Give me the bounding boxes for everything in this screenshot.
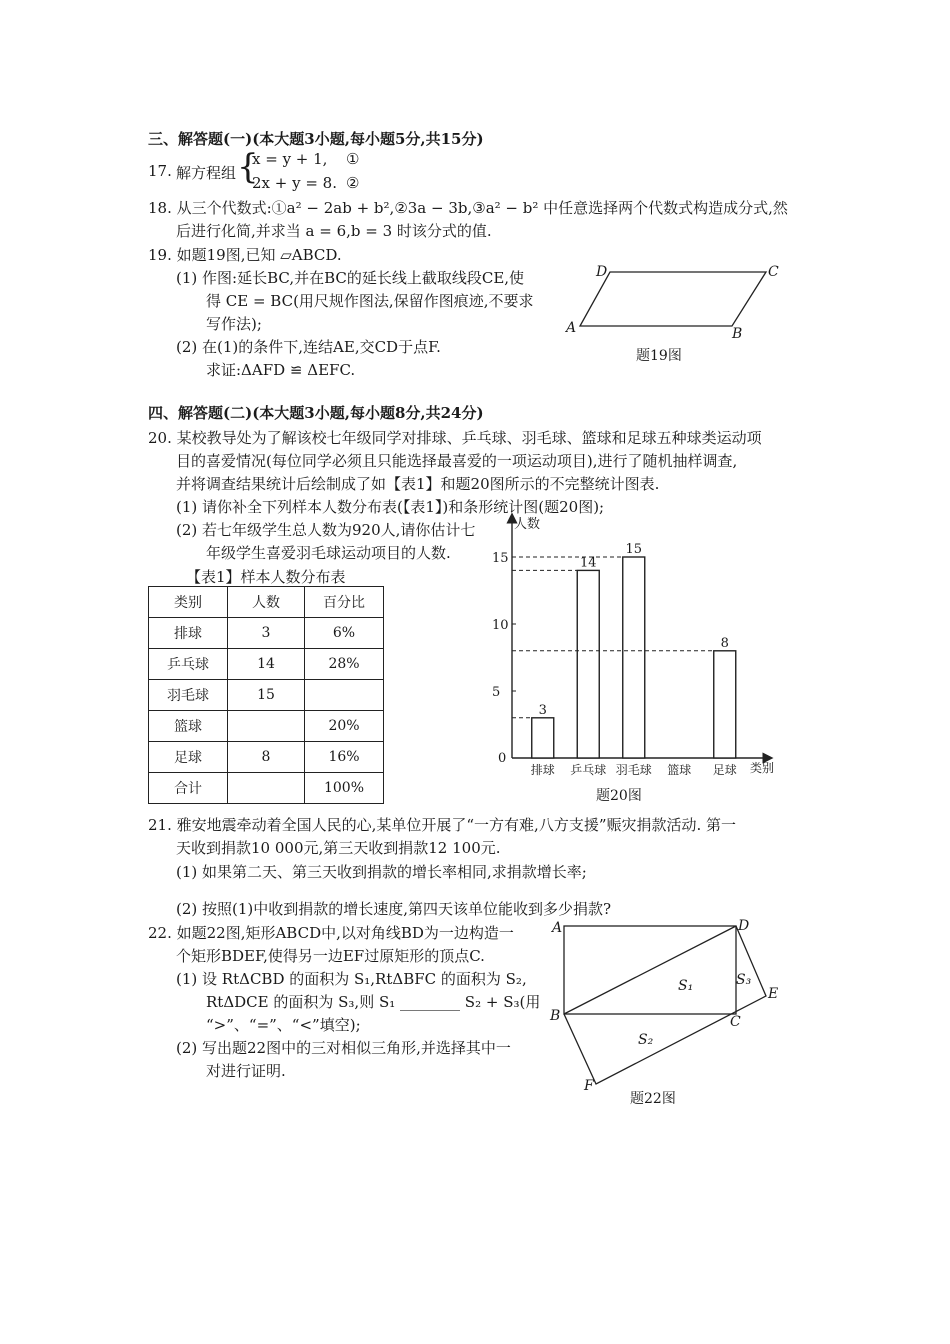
parallelogram-abcd (580, 272, 766, 326)
label-S3: S₃ (736, 972, 752, 988)
table-cell: 排球 (149, 618, 228, 649)
table-header-cell: 类别 (149, 587, 228, 618)
q19-part1-line-3: 写作法); (206, 315, 262, 333)
q21-line-1: 21. 雅安地震牵动着全国人民的心,某单位开展了“一方有难,八方支援”赈灾捐款活动. 第一 (148, 816, 737, 834)
label-A: A (552, 920, 563, 936)
bar-data-label: 15 (625, 542, 643, 557)
q20-line-2: 目的喜爱情况(每位同学必须且只能选择最喜爱的一项运动项目),进行了随机抽样调查, (176, 452, 738, 470)
table-cell: 3 (228, 618, 305, 649)
table-cell: 14 (228, 649, 305, 680)
q22-line-1: 22. 如题22图,矩形ABCD中,以对角线BD为一边构造一 (148, 924, 514, 942)
q22-line-2: 个矩形BDEF,使得另一边EF过原矩形的顶点C. (176, 947, 485, 965)
table-cell (228, 773, 305, 804)
table-header-cell: 人数 (228, 587, 305, 618)
table-cell: 乒乓球 (149, 649, 228, 680)
bar (623, 557, 645, 758)
q17-number: 17. (148, 162, 172, 180)
q22-part1-line-2: RtΔDCE 的面积为 S₃,则 S₁ ________ S₂ + S₃(用 (206, 993, 541, 1011)
q18-line-1: 18. 从三个代数式:①a² − 2ab + b²,②3a − 3b,③a² − b² 中任意选择两个代数式构造成分式,然 (148, 199, 788, 217)
q22-figure-caption: 题22图 (630, 1091, 676, 1107)
y-tick-label: 0 (498, 751, 507, 766)
q21-part-2: (2) 按照(1)中收到捐款的增长速度,第四天该单位能收到多少捐款? (176, 900, 612, 918)
q18-line-2: 后进行化简,并求当 a = 6,b = 3 时该分式的值. (176, 222, 492, 240)
table-row (149, 680, 384, 711)
q17-mark-2: ② (346, 174, 360, 192)
table-row (149, 773, 384, 804)
section3-header: 三、解答题(一)(本大题3小题,每小题5分,共15分) (148, 130, 484, 148)
bar (532, 718, 554, 758)
q19-part2-line-1: (2) 在(1)的条件下,连结AE,交CD于点F. (176, 338, 441, 356)
table-cell: 篮球 (149, 711, 228, 742)
label-A: A (566, 320, 577, 336)
q20-line-3: 并将调查结果统计后绘制成了如【表1】和题20图所示的不完整统计图表. (176, 475, 660, 493)
q19-part1-line-2: 得 CE = BC(用尺规作图法,保留作图痕迹,不要求 (206, 292, 534, 310)
table-cell: 羽毛球 (149, 680, 228, 711)
q19-part2-line-2: 求证:ΔAFD ≌ ΔEFC. (206, 361, 356, 379)
table-row (149, 649, 384, 680)
x-tick-label: 篮球 (667, 763, 692, 777)
q19-line-1: 19. 如题19图,已知 ▱ABCD. (148, 246, 342, 264)
table-row (149, 742, 384, 773)
label-C: C (768, 264, 779, 280)
label-E: E (768, 986, 779, 1002)
system-brace: { (237, 147, 259, 187)
table1-title: 【表1】样本人数分布表 (186, 568, 346, 586)
q17-mark-1: ① (346, 150, 360, 168)
table-row (149, 711, 384, 742)
q20-line-1: 20. 某校教导处为了解该校七年级同学对排球、乒乓球、羽毛球、篮球和足球五种球类运动项 (148, 429, 762, 447)
q20-part-2-line-2: 年级学生喜爱羽毛球运动项目的人数. (206, 544, 451, 562)
bar (714, 651, 736, 758)
q21-line-2: 天收到捐款10 000元,第三天收到捐款12 100元. (176, 839, 501, 857)
table-cell: 6% (305, 618, 384, 649)
x-axis-label: 类别 (750, 761, 775, 775)
bar (577, 570, 599, 758)
table-cell (228, 711, 305, 742)
table-row (149, 618, 384, 649)
q22-part1-line-1: (1) 设 RtΔCBD 的面积为 S₁,RtΔBFC 的面积为 S₂, (176, 970, 527, 988)
table-cell: 20% (305, 711, 384, 742)
y-tick-label: 15 (492, 551, 509, 566)
label-D: D (738, 918, 750, 934)
label-F: F (584, 1078, 594, 1094)
x-tick-label: 排球 (530, 763, 555, 777)
table-header-row (149, 587, 384, 618)
q19-part1-line-1: (1) 作图:延长BC,并在BC的延长线上截取线段CE,使 (176, 269, 525, 287)
table-cell: 合计 (149, 773, 228, 804)
q17-equation-2: 2x + y = 8. (252, 174, 337, 192)
q20-figure-caption: 题20图 (596, 788, 642, 804)
bar-data-label: 3 (538, 702, 547, 718)
table-cell: 8 (228, 742, 305, 773)
x-tick-label: 乒乓球 (570, 763, 607, 777)
section4-header: 四、解答题(二)(本大题3小题,每小题8分,共24分) (148, 404, 484, 422)
label-B: B (550, 1008, 561, 1024)
q22-part1-line-3: “>”、“=”、“<”填空); (206, 1016, 361, 1034)
label-S1: S₁ (678, 978, 694, 994)
q19-figure-caption: 题19图 (636, 348, 682, 364)
q22-part2-line-1: (2) 写出题22图中的三对相似三角形,并选择其中一 (176, 1039, 511, 1057)
table-cell: 100% (305, 773, 384, 804)
table-header-cell: 百分比 (305, 587, 384, 618)
bar-data-label: 8 (720, 635, 729, 651)
q20-part-1: (1) 请你补全下列样本人数分布表(【表1】)和条形统计图(题20图); (176, 498, 605, 516)
y-tick-label: 10 (492, 618, 509, 633)
rectangle-figure-22 (540, 916, 800, 1094)
y-axis-label: 人数 (514, 517, 541, 532)
y-tick-label: 5 (492, 685, 501, 700)
label-B: B (732, 326, 743, 342)
q20-bar-chart (486, 512, 786, 784)
label-S2: S₂ (638, 1032, 654, 1048)
table-cell: 15 (228, 680, 305, 711)
label-D: D (596, 264, 608, 280)
table-cell: 足球 (149, 742, 228, 773)
table1-sample-distribution (148, 586, 384, 804)
table-cell (305, 680, 384, 711)
x-tick-label: 足球 (712, 763, 737, 777)
x-tick-label: 羽毛球 (615, 763, 652, 777)
table-cell: 28% (305, 649, 384, 680)
q20-part-2-line-1: (2) 若七年级学生总人数为920人,请你估计七 (176, 521, 476, 539)
q17-equation-1: x = y + 1, (252, 150, 328, 168)
diagonal-bd (564, 926, 736, 1014)
table-cell: 16% (305, 742, 384, 773)
q17-label: 解方程组 (176, 164, 237, 182)
q22-part2-line-2: 对进行证明. (206, 1062, 286, 1080)
bar-data-label: 14 (579, 555, 597, 571)
label-C: C (730, 1014, 741, 1030)
q21-part-1: (1) 如果第二天、第三天收到捐款的增长率相同,求捐款增长率; (176, 863, 587, 881)
